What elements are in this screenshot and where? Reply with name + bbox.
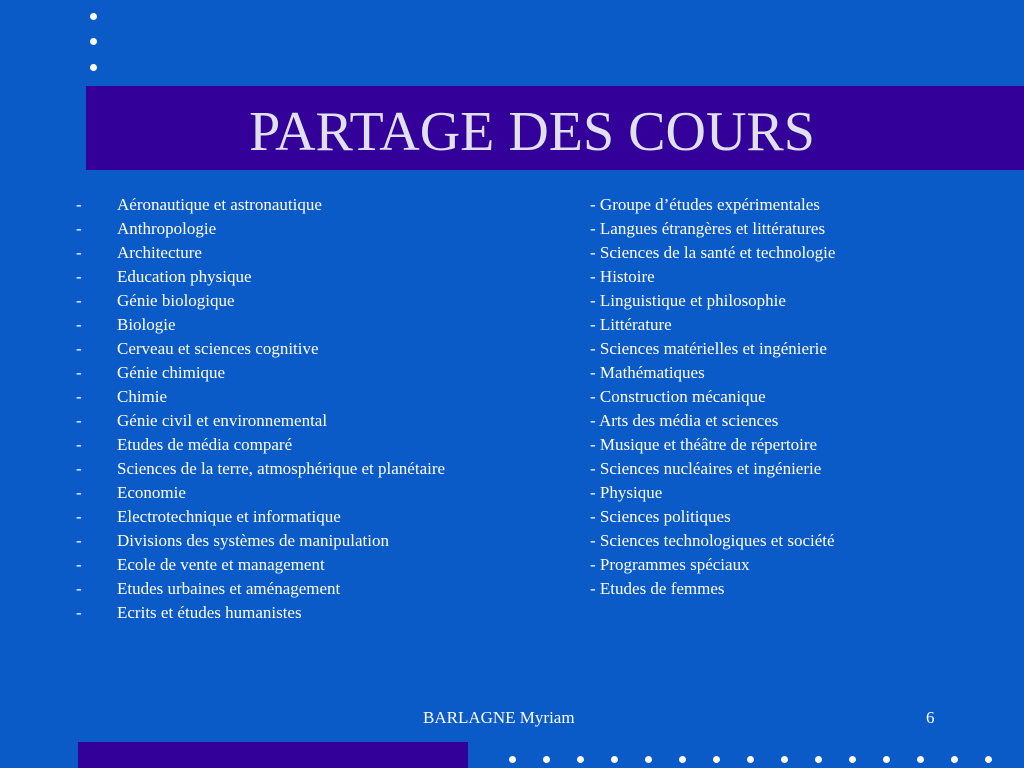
list-dash: - (76, 315, 82, 334)
decorative-dot (645, 756, 652, 763)
list-dash: - (76, 339, 82, 358)
list-dash: - (76, 219, 82, 238)
list-dash: - (76, 411, 82, 430)
right-list-item: - Sciences nucléaires et ingénierie (590, 459, 822, 478)
course-name: Ecole de vente et management (117, 555, 325, 574)
left-list-item (76, 193, 576, 217)
page-number: 6 (926, 708, 935, 727)
list-dash: - (76, 483, 82, 502)
left-list-item (76, 433, 576, 457)
decorative-dot (713, 756, 720, 763)
list-dash: - (76, 195, 82, 214)
right-list-item: - Mathématiques (590, 363, 705, 382)
decorative-dot (849, 756, 856, 763)
right-list-item: - Etudes de femmes (590, 579, 725, 598)
right-list-item: - Physique (590, 483, 663, 502)
course-name: Anthropologie (117, 219, 217, 238)
course-name: Economie (117, 483, 186, 502)
right-list-item: - Sciences technologiques et société (590, 531, 835, 550)
course-name: Divisions des systèmes de manipulation (117, 531, 389, 550)
list-dash: - (76, 387, 82, 406)
left-list-item (76, 481, 576, 505)
slide-title: PARTAGE DES COURS (249, 101, 815, 163)
course-name: Ecrits et études humanistes (117, 603, 302, 622)
right-list-item: - Linguistique et philosophie (590, 291, 786, 310)
right-list-item: - Arts des média et sciences (590, 411, 779, 430)
footer-author: BARLAGNE Myriam (423, 708, 575, 727)
course-name: Biologie (117, 315, 176, 334)
decorative-dot (985, 756, 992, 763)
list-dash: - (76, 531, 82, 550)
course-name: Sciences de la terre, atmosphérique et planétaire (117, 459, 446, 478)
left-list-item (76, 553, 576, 577)
course-name: Etudes de média comparé (117, 435, 293, 454)
left-list-item (76, 601, 576, 625)
right-list-item: - Langues étrangères et littératures (590, 219, 826, 238)
left-list-item (76, 505, 576, 529)
left-list-item (76, 265, 576, 289)
right-list-item: - Sciences de la santé et technologie (590, 243, 836, 262)
decorative-dot (883, 756, 890, 763)
right-list-item: - Construction mécanique (590, 387, 766, 406)
left-list-item (76, 313, 576, 337)
list-dash: - (76, 459, 82, 478)
list-dash: - (76, 267, 82, 286)
decorative-dot (90, 64, 97, 71)
right-list-item: - Sciences matérielles et ingénierie (590, 339, 827, 358)
decorative-dot (679, 756, 686, 763)
decorative-dot (781, 756, 788, 763)
course-name: Génie chimique (117, 363, 226, 382)
right-course-list (590, 193, 1010, 601)
right-list-item: - Histoire (590, 267, 655, 286)
course-name: Cerveau et sciences cognitive (117, 339, 319, 358)
course-name: Etudes urbaines et aménagement (117, 579, 341, 598)
decorative-dot (951, 756, 958, 763)
decorative-dot (509, 756, 516, 763)
left-list-item (76, 457, 576, 481)
course-name: Aéronautique et astronautique (117, 195, 322, 214)
left-list-item (76, 409, 576, 433)
course-name: Génie civil et environnemental (117, 411, 328, 430)
course-name: Education physique (117, 267, 252, 286)
list-dash: - (76, 603, 82, 622)
decorative-dot (747, 756, 754, 763)
decorative-dot (90, 13, 97, 20)
list-dash: - (76, 291, 82, 310)
left-list-item (76, 529, 576, 553)
decorative-dot (611, 756, 618, 763)
decorative-dot (577, 756, 584, 763)
list-dash: - (76, 243, 82, 262)
course-name: Chimie (117, 387, 168, 406)
left-list-item (76, 217, 576, 241)
left-list-item (76, 241, 576, 265)
bottom-bar (78, 742, 468, 768)
course-name: Génie biologique (117, 291, 235, 310)
course-name: Electrotechnique et informatique (117, 507, 341, 526)
right-list-item: - Programmes spéciaux (590, 555, 750, 574)
decorative-dot (90, 38, 97, 45)
left-list-item (76, 337, 576, 361)
decorative-dot (815, 756, 822, 763)
left-list-item (76, 361, 576, 385)
list-dash: - (76, 435, 82, 454)
list-dash: - (76, 507, 82, 526)
course-name: Architecture (117, 243, 202, 262)
decorative-dot (543, 756, 550, 763)
left-course-list (76, 193, 576, 625)
decorative-dot (917, 756, 924, 763)
left-list-item (76, 385, 576, 409)
right-list-item: - Littérature (590, 315, 672, 334)
left-list-item (76, 289, 576, 313)
list-dash: - (76, 579, 82, 598)
right-list-item: - Groupe d’études expérimentales (590, 195, 820, 214)
right-list-item: - Musique et théâtre de répertoire (590, 435, 818, 454)
list-dash: - (76, 555, 82, 574)
list-dash: - (76, 363, 82, 382)
left-list-item (76, 577, 576, 601)
right-list-item: - Sciences politiques (590, 507, 731, 526)
